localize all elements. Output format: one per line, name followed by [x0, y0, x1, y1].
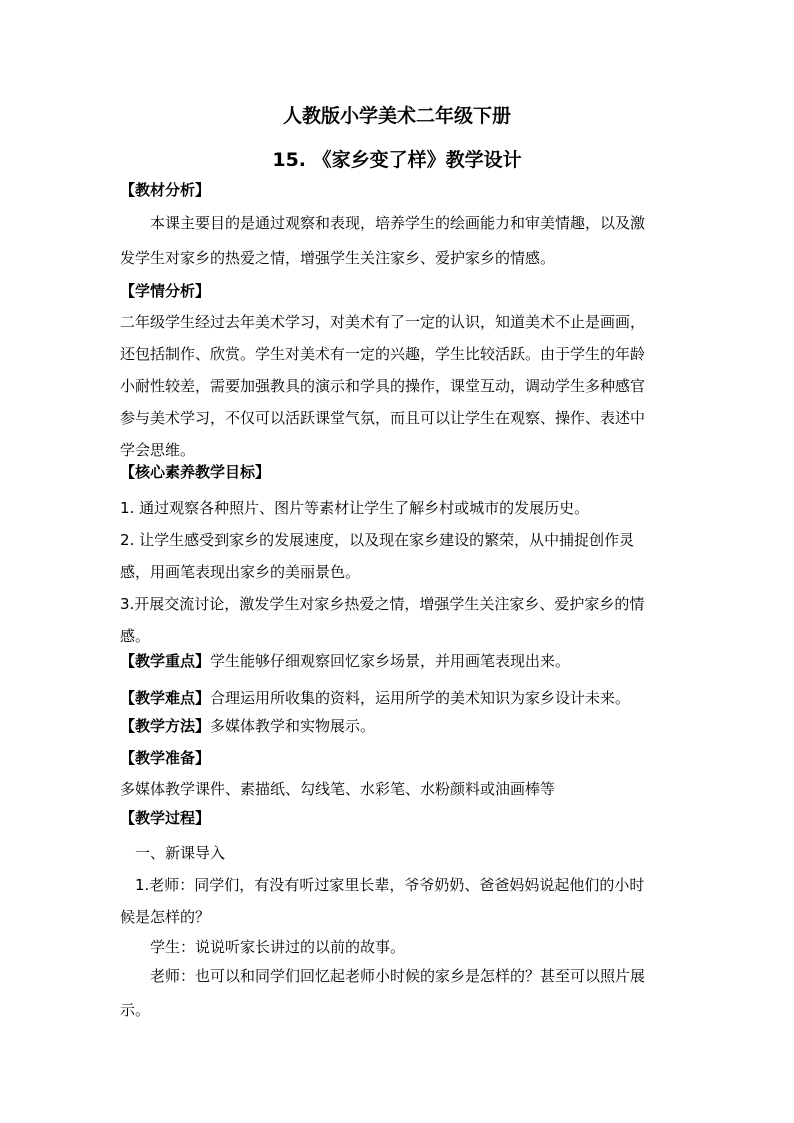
teaching-method-text: 多媒体教学和实物展示。 — [210, 717, 376, 735]
teaching-key-point — [120, 651, 570, 671]
teaching-key-label: 【教学重点】 — [120, 652, 211, 670]
teaching-prep-heading: 【教学准备】 — [120, 749, 211, 767]
teaching-goals-heading: 【核心素养教学目标】 — [120, 463, 271, 481]
student-analysis-heading: 【学情分析】 — [120, 282, 211, 300]
teaching-prep-text: 多媒体教学课件、素描纸、勾线笔、水彩笔、水粉颜料或油画棒等 — [120, 780, 556, 798]
document-subtitle: 15. 《家乡变了样》教学设计 — [272, 149, 522, 171]
teaching-difficulty — [120, 688, 630, 708]
teaching-goal-3: 3.开展交流讨论，激发学生对家乡热爱之情，增强学生关注家乡、爱护家乡的情 — [120, 595, 645, 613]
student-analysis-line: 二年级学生经过去年美术学习，对美术有了一定的认识，知道美术不止是画画， — [120, 313, 646, 331]
teaching-method — [120, 716, 375, 736]
teaching-goal-2: 2. 让学生感受到家乡的发展速度，以及现在家乡建设的繁荣，从中捕捉创作灵 — [120, 531, 635, 549]
process-teacher-line-continued: 示。 — [120, 1001, 151, 1019]
teaching-difficulty-text: 合理运用所收集的资料，运用所学的美术知识为家乡设计未来。 — [210, 689, 631, 707]
material-analysis-heading: 【教材分析】 — [120, 181, 211, 199]
process-student-response: 学生：说说听家长讲过的以前的故事。 — [150, 938, 406, 956]
teaching-goal-3-continued: 感。 — [120, 627, 151, 645]
teaching-process-heading: 【教学过程】 — [120, 809, 211, 827]
student-analysis-line: 参与美术学习，不仅可以活跃课堂气氛，而且可以让学生在观察、操作、表述中 — [120, 409, 646, 427]
material-analysis-line: 本课主要目的是通过观察和表现，培养学生的绘画能力和审美情趣，以及激 — [150, 214, 646, 232]
material-analysis-line: 发学生对家乡的热爱之情，增强学生关注家乡、爱护家乡的情感。 — [120, 249, 556, 267]
document-title: 人教版小学美术二年级下册 — [282, 105, 511, 127]
teaching-key-text: 学生能够仔细观察回忆家乡场景，并用画笔表现出来。 — [210, 652, 571, 670]
process-step-1: 一、新课导入 — [135, 844, 226, 862]
teaching-difficulty-label: 【教学难点】 — [120, 689, 211, 707]
student-analysis-line: 还包括制作、欣赏。学生对美术有一定的兴趣，学生比较活跃。由于学生的年龄 — [120, 345, 646, 363]
process-item-1: 1.老师：同学们，有没有听过家里长辈，爷爷奶奶、爸爸妈妈说起他们的小时 — [135, 876, 645, 894]
process-teacher-line: 老师：也可以和同学们回忆起老师小时候的家乡是怎样的？甚至可以照片展 — [150, 967, 646, 985]
teaching-goal-1: 1. 通过观察各种照片、图片等素材让学生了解乡村或城市的发展历史。 — [120, 499, 590, 517]
teaching-goal-2-continued: 感，用画笔表现出家乡的美丽景色。 — [120, 563, 361, 581]
student-analysis-line: 小耐性较差，需要加强教具的演示和学具的操作，课堂互动，调动学生多种感官 — [120, 377, 646, 395]
teaching-method-label: 【教学方法】 — [120, 717, 211, 735]
student-analysis-line: 学会思维。 — [120, 441, 196, 459]
process-item-1-continued: 候是怎样的？ — [120, 908, 211, 926]
